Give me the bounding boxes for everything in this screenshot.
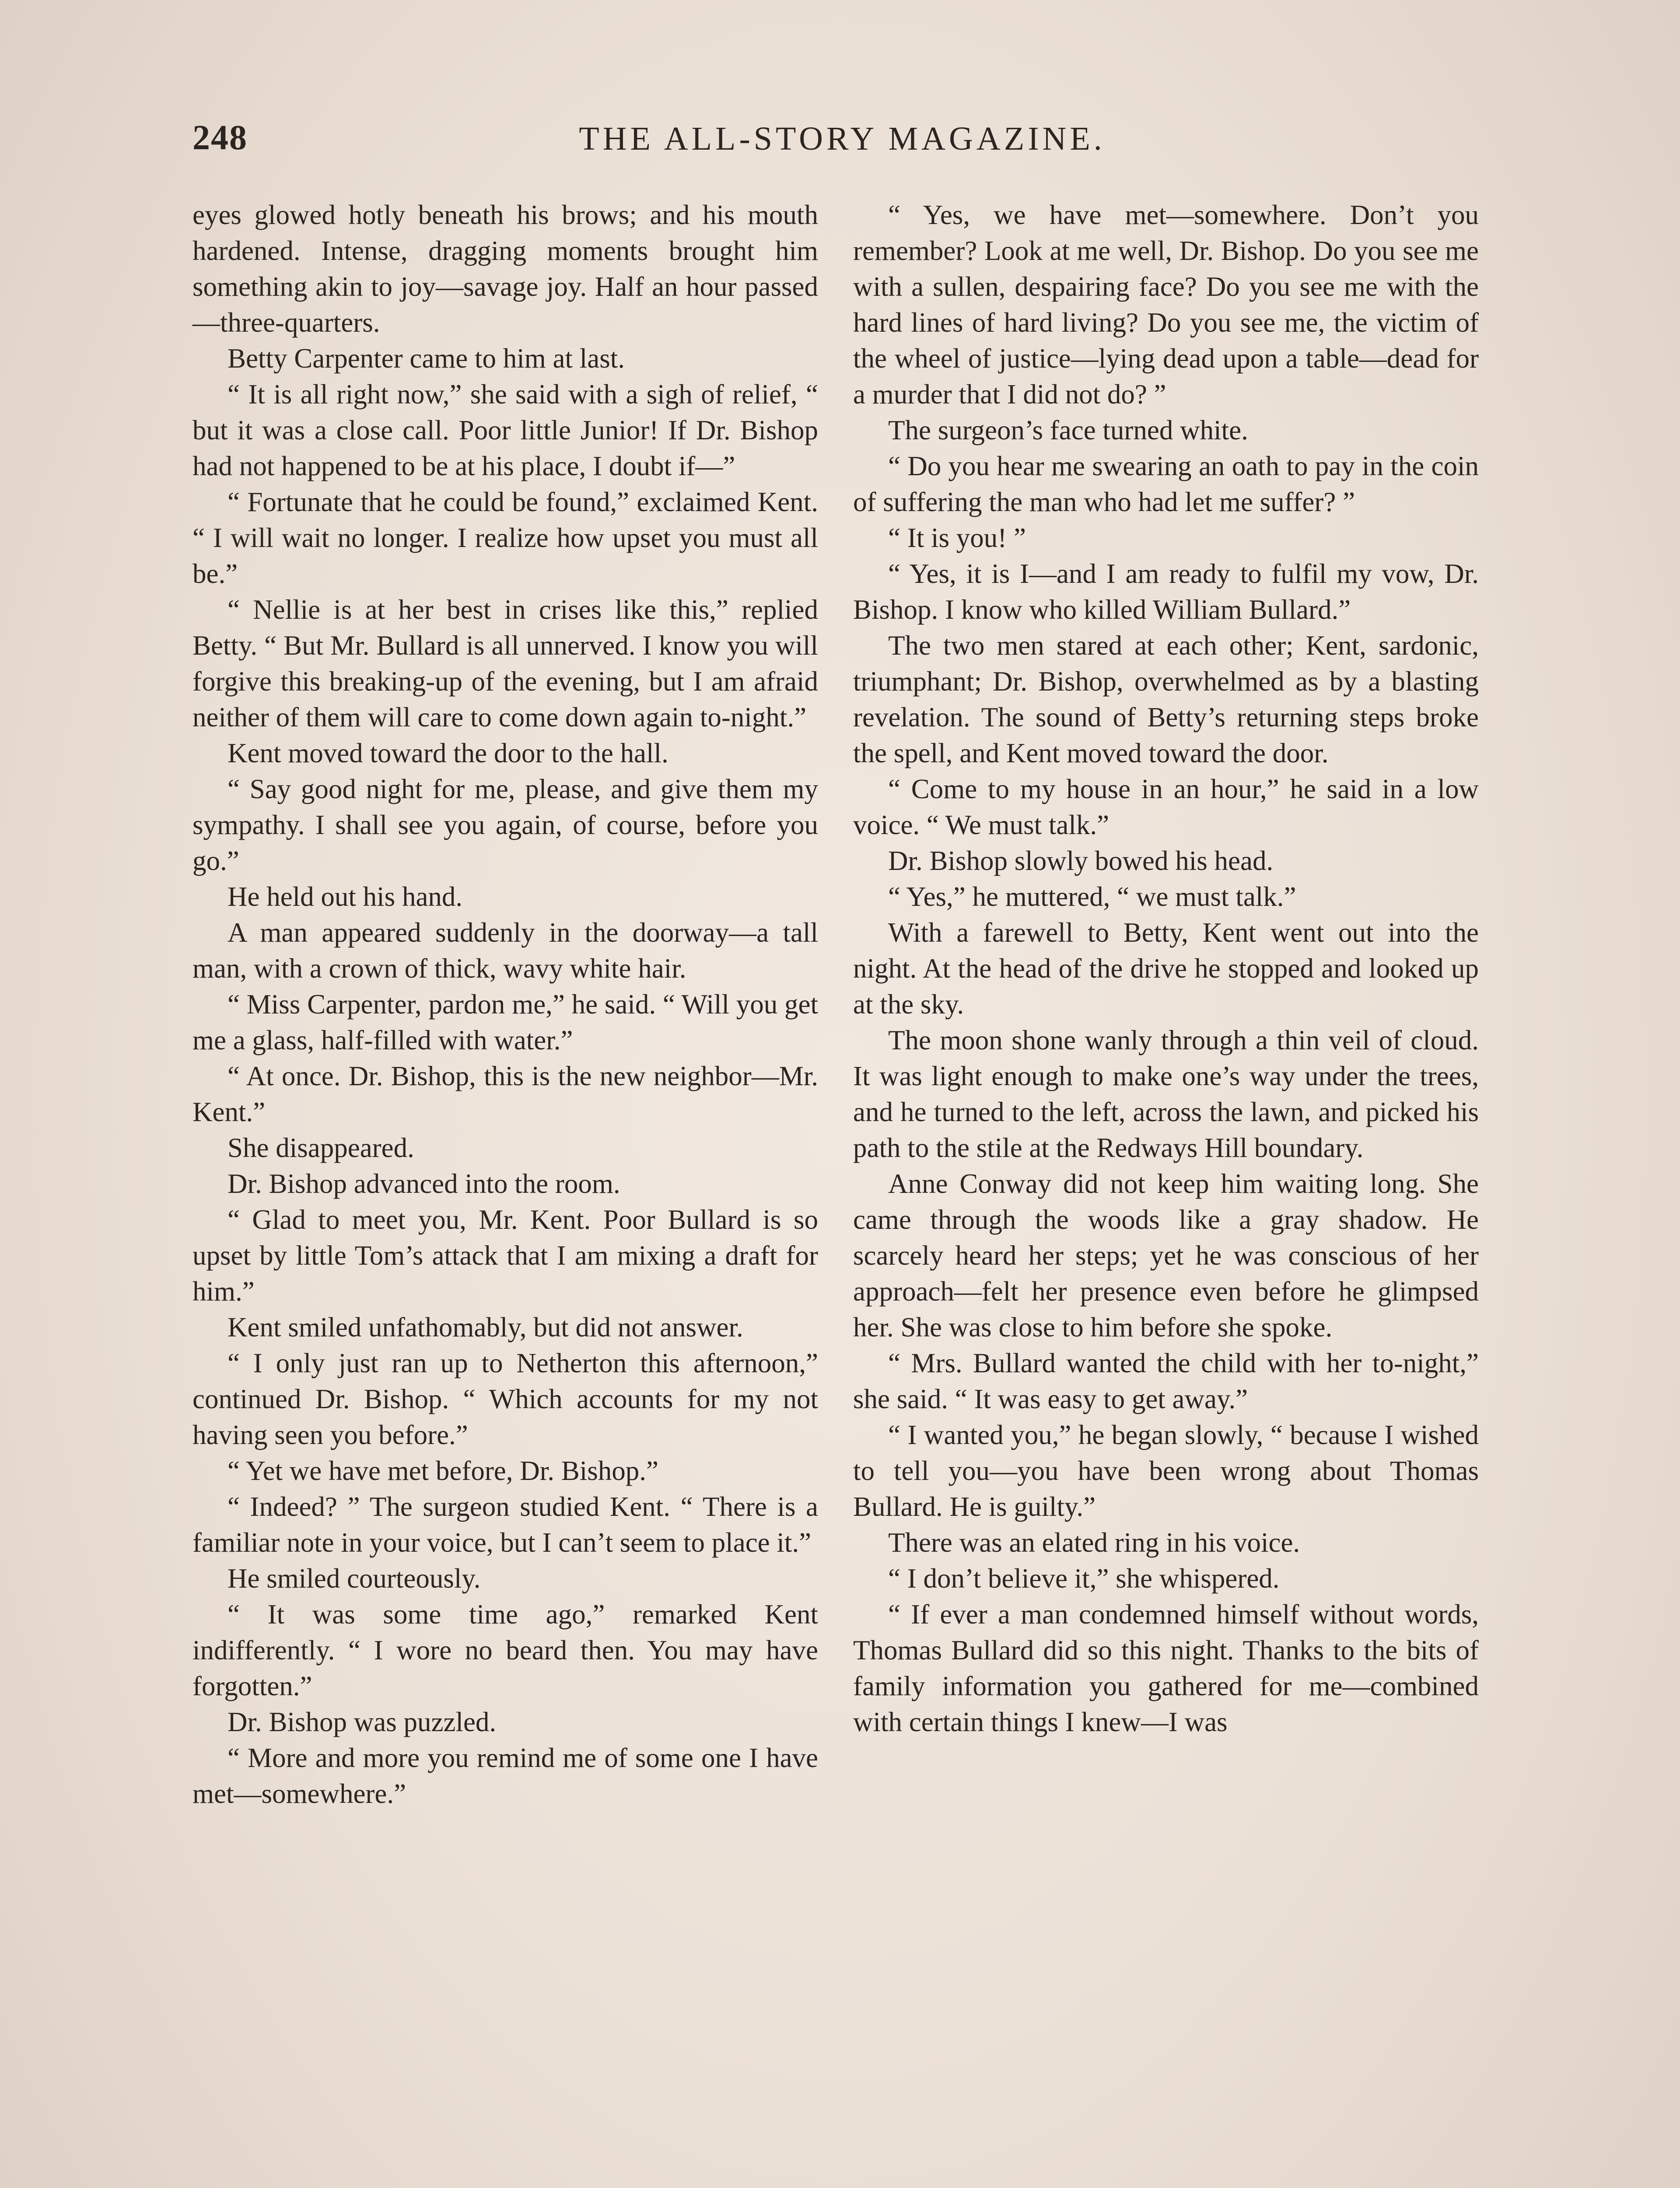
right-column xyxy=(853,197,1479,1740)
paragraph: “ Yet we have met before, Dr. Bishop.” xyxy=(228,1455,659,1486)
paragraph: Anne Conway did not keep him waiting long. She came through the woods like a gray shadow. He scarcely heard her steps; yet he was conscious of her approach—felt her presence even before he glimpsed her. She was close to him before she spoke. xyxy=(853,1168,1479,1343)
paragraph: “ Nellie is at her best in crises like this,” replied Betty. “ But Mr. Bullard is all unnerved. I know you will forgive this breaking-up of the evening, but I am afraid neither of them will care to come down again to-night.” xyxy=(192,594,818,733)
left-column xyxy=(192,197,818,1812)
paragraph: Kent moved toward the door to the hall. xyxy=(228,738,668,768)
paragraph: There was an elated ring in his voice. xyxy=(888,1527,1300,1558)
paragraph: “ It is you! ” xyxy=(888,522,1026,553)
paragraph: “ Yes,” he muttered, “ we must talk.” xyxy=(888,881,1296,912)
paragraph: The moon shone wanly through a thin veil of cloud. It was light enough to make one’s way under the trees, and he turned to the left, across the lawn, and picked his path to the stile at the Redways Hill boundary. xyxy=(853,1025,1479,1163)
paragraph: “ Come to my house in an hour,” he said in a low voice. “ We must talk.” xyxy=(853,774,1479,840)
paragraph: The surgeon’s face turned white. xyxy=(888,415,1248,445)
paragraph: The two men stared at each other; Kent, sardonic, triumphant; Dr. Bishop, overwhelmed as by a blasting revelation. The sound of Betty’s returning steps broke the spell, and Kent moved toward the door. xyxy=(853,630,1479,768)
running-head: THE ALL-STORY MAGAZINE. xyxy=(579,120,1106,157)
paragraph: “ More and more you remind me of some one I have met—somewhere.” xyxy=(192,1743,818,1809)
page-header xyxy=(192,118,1492,166)
paragraph: A man appeared suddenly in the doorway—a tall man, with a crown of thick, wavy white hair. xyxy=(192,917,818,984)
paragraph: “ If ever a man condemned himself without words, Thomas Bullard did so this night. Thanks to the bits of family information you gathered for me—combined with certain things I knew—I was xyxy=(853,1599,1479,1737)
paragraph: “ I wanted you,” he began slowly, “ because I wished to tell you—you have been wrong about Thomas Bullard. He is guilty.” xyxy=(853,1420,1479,1522)
paragraph: With a farewell to Betty, Kent went out into the night. At the head of the drive he stopped and looked up at the sky. xyxy=(853,917,1479,1020)
paragraph: “ Miss Carpenter, pardon me,” he said. “ Will you get me a glass, half-filled with water.” xyxy=(192,989,818,1055)
paragraph: eyes glowed hotly beneath his brows; and his mouth hardened. Intense, dragging moments brought him something akin to joy—savage joy. Half an hour passed—three-quarters. xyxy=(192,200,818,338)
paragraph: Dr. Bishop was puzzled. xyxy=(228,1707,497,1737)
paragraph: “ Indeed? ” The surgeon studied Kent. “ There is a familiar note in your voice, but I can’t seem to place it.” xyxy=(192,1491,818,1558)
page-number: 248 xyxy=(192,119,248,157)
paragraph: Kent smiled unfathomably, but did not answer. xyxy=(228,1312,743,1343)
paragraph: “ Yes, it is I—and I am ready to fulfil my vow, Dr. Bishop. I know who killed William Bullard.” xyxy=(853,558,1479,625)
paragraph: Dr. Bishop advanced into the room. xyxy=(228,1168,620,1199)
paragraph: “ Do you hear me swearing an oath to pay in the coin of suffering the man who had let me suffer? ” xyxy=(853,451,1479,517)
paragraph: “ It is all right now,” she said with a sigh of relief, “ but it was a close call. Poor little Junior! If Dr. Bishop had not happened to be at his place, I doubt if—” xyxy=(192,379,818,481)
paragraph: Dr. Bishop slowly bowed his head. xyxy=(888,845,1274,876)
paragraph: “ At once. Dr. Bishop, this is the new neighbor—Mr. Kent.” xyxy=(192,1061,818,1127)
paragraph: “ I don’t believe it,” she whispered. xyxy=(888,1563,1280,1594)
paragraph: She disappeared. xyxy=(228,1133,414,1163)
paragraph: “ Say good night for me, please, and give them my sympathy. I shall see you again, of course, before you go.” xyxy=(192,774,818,876)
paragraph: He held out his hand. xyxy=(228,881,463,912)
paragraph: He smiled courteously. xyxy=(228,1563,481,1594)
paragraph: “ It was some time ago,” remarked Kent indifferently. “ I wore no beard then. You may have forgotten.” xyxy=(192,1599,818,1701)
paragraph: “ Fortunate that he could be found,” exclaimed Kent. “ I will wait no longer. I realize how upset you must all be.” xyxy=(192,487,818,589)
paragraph: “ Mrs. Bullard wanted the child with her to-night,” she said. “ It was easy to get away.” xyxy=(853,1348,1479,1414)
paragraph: “ Glad to meet you, Mr. Kent. Poor Bullard is so upset by little Tom’s attack that I am mixing a draft for him.” xyxy=(192,1204,818,1307)
paragraph: Betty Carpenter came to him at last. xyxy=(228,343,625,374)
paragraph: “ I only just ran up to Netherton this afternoon,” continued Dr. Bishop. “ Which accounts for my not having seen you before.” xyxy=(192,1348,818,1450)
paragraph: “ Yes, we have met—somewhere. Don’t you remember? Look at me well, Dr. Bishop. Do you see me with a sullen, despairing face? Do you see me with the hard lines of hard living? Do you see me, the victim of the wheel of justice—lying dead upon a table—dead for a murder that I did not do? ” xyxy=(853,200,1479,410)
